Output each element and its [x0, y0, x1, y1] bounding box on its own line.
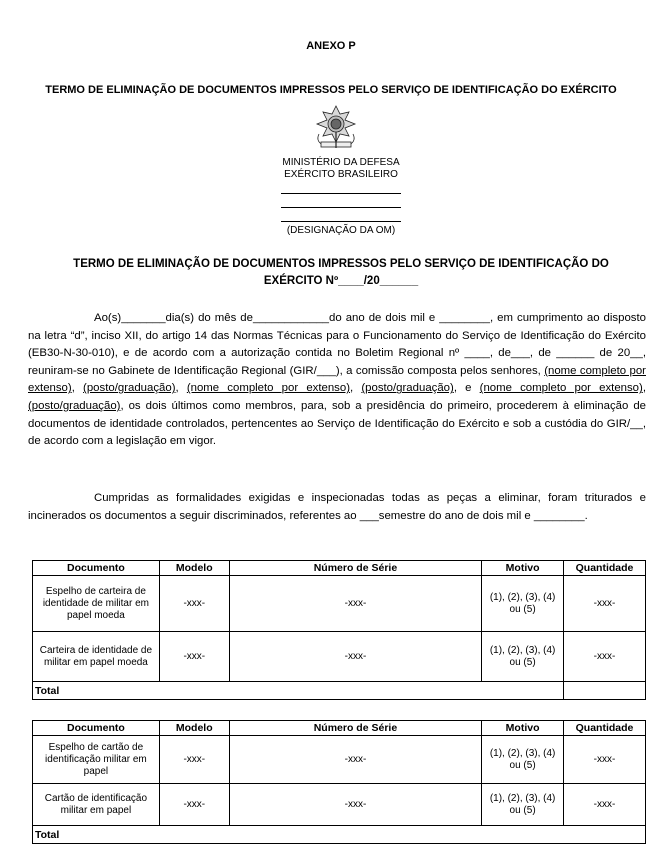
document-cell: Carteira de identidade de militar em papel moeda: [33, 632, 160, 682]
header-cell: Motivo: [482, 561, 564, 576]
table-row: [33, 784, 646, 826]
model-cell: -xxx-: [159, 736, 229, 784]
om-designation: (DESIGNAÇÃO DA OM): [286, 225, 396, 236]
table-row: [33, 632, 646, 682]
separator: , e: [453, 382, 480, 395]
ministry-header: [241, 157, 441, 181]
header-cell: Documento: [33, 561, 160, 576]
placeholder-rank: (posto/graduação): [83, 382, 176, 395]
header-cell: Motivo: [482, 721, 564, 736]
serial-cell: -xxx-: [229, 632, 481, 682]
documents-table-1: [32, 560, 646, 700]
separator: ,: [642, 382, 646, 395]
paragraph-2-text: Cumpridas as formalidades exigidas e inspecionadas todas as peças a eliminar, foram triturados e incinerados os documentos a seguir discriminados, referentes ao ___semestre do ano de dois mil e ________.: [28, 492, 646, 522]
header-cell: Quantidade: [564, 721, 646, 736]
placeholder-rank: (posto/graduação): [361, 382, 454, 395]
quantity-cell: -xxx-: [564, 576, 646, 632]
model-cell: -xxx-: [159, 784, 229, 826]
term-title: [40, 256, 642, 290]
annex-label: ANEXO P: [306, 40, 356, 52]
placeholder-name: (nome completo por extenso): [479, 382, 643, 395]
paragraph-2: [28, 490, 646, 525]
paragraph-1-text-a: Ao(s)_______dia(s) do mês de____________do ano de dois mil e ________, em cumprimento ao disposto na letra “d”, inciso XII, do artigo 14 das Normas Técnicas para o Funcionamento do Serviço de Identificação do Exército (EB30-N-30-010), e de acordo com a autorização contida no Boletim Regional nº ____, de___, de ______ de 20__, reuniram-se no Gabinete de Identificação Regional (GIR/___), a comissão composta pelos senhores,: [28, 312, 646, 377]
total-row: [33, 826, 646, 844]
header-cell: Número de Série: [229, 721, 481, 736]
table-header-row: [33, 561, 646, 576]
header-cell: Modelo: [159, 721, 229, 736]
model-cell: -xxx-: [159, 576, 229, 632]
header-cell: Modelo: [159, 561, 229, 576]
blank-line: [281, 193, 401, 194]
table-row: [33, 736, 646, 784]
reason-cell: (1), (2), (3), (4) ou (5): [482, 576, 564, 632]
total-row: [33, 682, 646, 700]
quantity-cell: -xxx-: [564, 736, 646, 784]
separator: ,: [350, 382, 362, 395]
quantity-cell: -xxx-: [564, 784, 646, 826]
main-title: TERMO DE ELIMINAÇÃO DE DOCUMENTOS IMPRESSOS PELO SERVIÇO DE IDENTIFICAÇÃO DO EXÉRCITO: [45, 84, 617, 96]
army-name: EXÉRCITO BRASILEIRO: [284, 169, 398, 180]
document-cell: Espelho de cartão de identificação militar em papel: [33, 736, 160, 784]
paragraph-1-text-b: , os dois últimos como membros, para, sob a presidência do primeiro, procederem à eliminação de documentos de identidade controlados, pertencentes ao Serviço de Identificação do Exército e sob a custódia do GIR/__, de acordo com a legislação em vigor.: [28, 399, 646, 448]
reason-cell: (1), (2), (3), (4) ou (5): [482, 736, 564, 784]
serial-cell: -xxx-: [229, 784, 481, 826]
ministry-name: MINISTÉRIO DA DEFESA: [282, 157, 400, 168]
placeholder-name: (nome completo por extenso): [28, 364, 646, 395]
documents-table-2: [32, 720, 646, 844]
table-header-row: [33, 721, 646, 736]
term-title-line1: TERMO DE ELIMINAÇÃO DE DOCUMENTOS IMPRESSOS PELO SERVIÇO DE IDENTIFICAÇÃO DO: [73, 258, 609, 270]
quantity-cell: -xxx-: [564, 632, 646, 682]
reason-cell: (1), (2), (3), (4) ou (5): [482, 632, 564, 682]
serial-cell: -xxx-: [229, 736, 481, 784]
serial-cell: -xxx-: [229, 576, 481, 632]
table-row: [33, 576, 646, 632]
total-label: Total: [33, 682, 564, 700]
total-label: Total: [33, 826, 646, 844]
document-cell: Espelho de carteira de identidade de militar em papel moeda: [33, 576, 160, 632]
blank-line: [281, 221, 401, 222]
separator: ,: [175, 382, 187, 395]
paragraph-1: [28, 310, 646, 451]
placeholder-rank: (posto/graduação): [28, 399, 121, 412]
header-cell: Número de Série: [229, 561, 481, 576]
model-cell: -xxx-: [159, 632, 229, 682]
separator: ,: [71, 382, 84, 395]
blank-line: [281, 207, 401, 208]
term-title-line2: EXÉRCITO Nº____/20______: [263, 275, 419, 287]
reason-cell: (1), (2), (3), (4) ou (5): [482, 784, 564, 826]
placeholder-name: (nome completo por extenso): [186, 382, 351, 395]
header-cell: Documento: [33, 721, 160, 736]
header-cell: Quantidade: [564, 561, 646, 576]
total-value: [564, 682, 646, 700]
brazil-coat-of-arms-icon: [311, 104, 361, 150]
document-cell: Cartão de identificação militar em papel: [33, 784, 160, 826]
